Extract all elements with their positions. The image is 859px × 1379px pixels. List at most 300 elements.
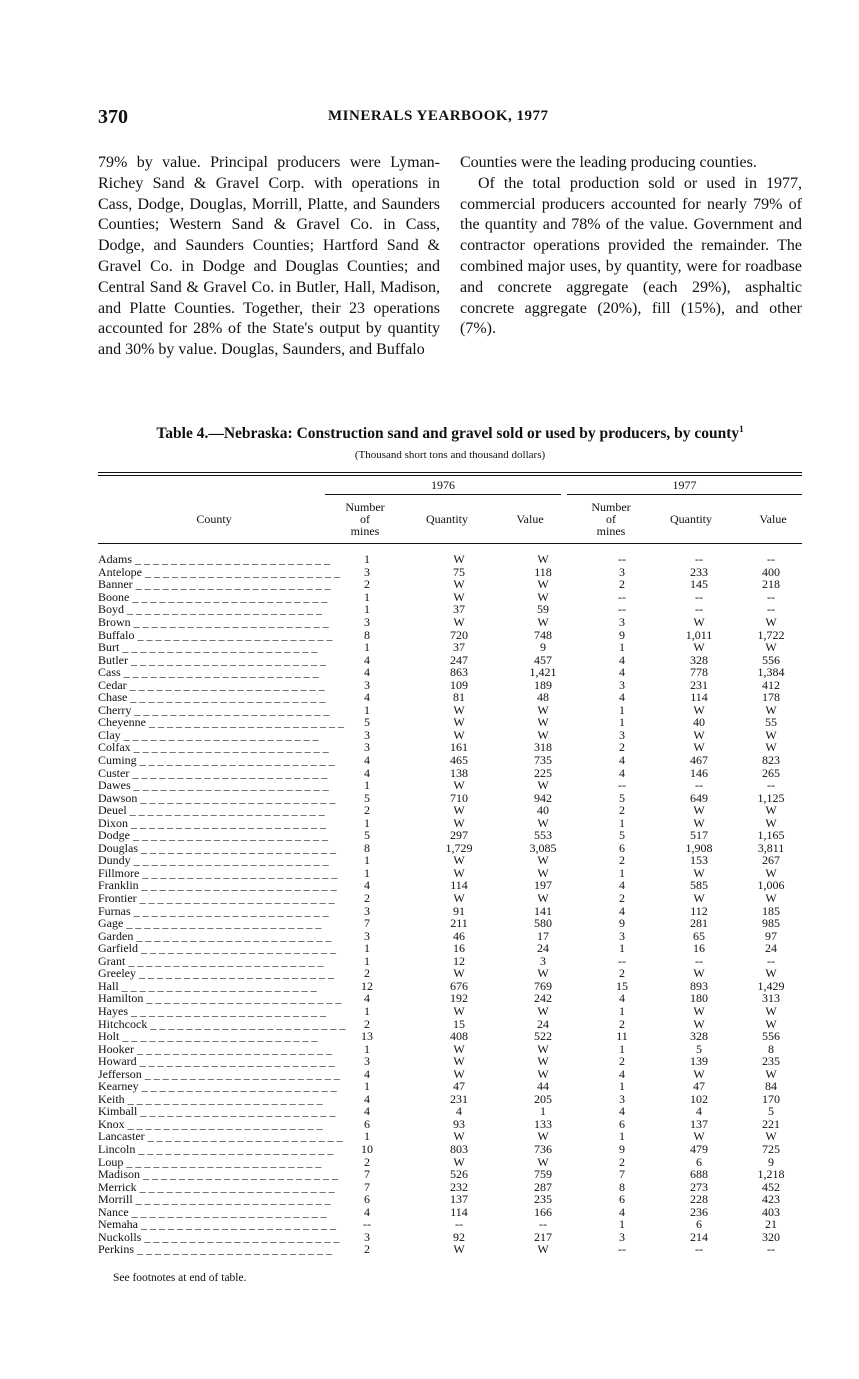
county-cell bbox=[98, 916, 322, 931]
dot-leaders: _ _ _ _ _ _ _ _ _ _ _ _ _ _ _ _ _ _ _ _ _ _ bbox=[140, 1167, 338, 1182]
county-name: Burt bbox=[98, 640, 120, 655]
value-1977-cell: 178 bbox=[762, 690, 780, 705]
mines-heading-line: Number bbox=[345, 500, 385, 514]
mines-1977-cell: 8 bbox=[619, 1179, 625, 1194]
value-1977-cell: 400 bbox=[762, 564, 780, 579]
value-1977-cell: W bbox=[765, 865, 777, 880]
county-cell bbox=[98, 627, 333, 642]
value-1977-cell: W bbox=[765, 966, 777, 981]
right-column bbox=[460, 153, 802, 340]
mines-1976-cell: 2 bbox=[364, 966, 370, 981]
dot-leaders: _ _ _ _ _ _ _ _ _ _ _ _ _ _ _ _ _ _ _ _ _ _ bbox=[125, 953, 324, 968]
county-cell bbox=[98, 641, 316, 654]
page-header bbox=[98, 106, 802, 132]
value-1977-cell: W bbox=[765, 615, 777, 629]
table-row bbox=[98, 842, 802, 855]
county-cell bbox=[98, 928, 332, 943]
county-cell bbox=[98, 828, 328, 843]
county-name: Boyd bbox=[98, 602, 125, 617]
county-cell bbox=[98, 1217, 336, 1232]
quantity-1977-cell: 231 bbox=[690, 677, 708, 692]
mines-1977-cell: 1 bbox=[619, 1217, 625, 1232]
mines-1976-cell: 5 bbox=[364, 790, 370, 805]
dot-leaders: _ _ _ _ _ _ _ _ _ _ _ _ _ _ _ _ _ _ _ _ _ _ bbox=[136, 753, 335, 768]
quantity-1977-cell: 649 bbox=[690, 790, 708, 805]
county-name: Butler bbox=[98, 652, 128, 667]
quantity-1976-cell: 12 bbox=[453, 953, 465, 968]
dot-leaders: _ _ _ _ _ _ _ _ _ _ _ _ _ _ _ _ _ _ _ _ _ _ bbox=[129, 765, 328, 780]
mines-1977-cell: 7 bbox=[619, 1167, 625, 1182]
value-1976-cell: 1 bbox=[540, 1104, 546, 1119]
value-1977-cell: -- bbox=[767, 1242, 775, 1257]
value-1977-cell: 170 bbox=[762, 1091, 780, 1106]
quantity-1976-cell: 231 bbox=[450, 1091, 468, 1106]
mines-1977-cell: 1 bbox=[619, 1041, 625, 1056]
county-cell bbox=[98, 589, 328, 604]
table-row bbox=[98, 678, 802, 691]
value-1977-cell: 556 bbox=[762, 652, 780, 667]
mines-1977-cell: 5 bbox=[619, 828, 625, 843]
county-name: Antelope bbox=[98, 564, 142, 579]
table-row bbox=[98, 1093, 802, 1106]
mines-heading-line: of bbox=[606, 512, 616, 526]
mines-1976-cell: 3 bbox=[364, 1054, 370, 1069]
right-paragraph-2: Of the total production sold or used in 1977, commercial producers accounted for nearly 79% of the quantity and 78% of the value. Government and contractor operations provided the remainder. The combined major uses, by quantity, were for roadbase and concrete aggregate (each 29%), asphaltic concrete aggregate (20%), fill (15%), and other (7%). bbox=[460, 174, 802, 338]
mines-1976-cell: 4 bbox=[364, 1104, 370, 1119]
quantity-1976-cell: 114 bbox=[450, 1204, 468, 1219]
dot-leaders: _ _ _ _ _ _ _ _ _ _ _ _ _ _ _ _ _ _ _ _ _ _ bbox=[138, 1079, 337, 1094]
quantity-1977-cell: 65 bbox=[693, 928, 705, 943]
quantity-1976-cell: W bbox=[453, 1054, 465, 1069]
quantity-1976-cell: W bbox=[453, 715, 465, 730]
mines-1977-cell: 3 bbox=[619, 677, 625, 692]
quantity-1976-cell: W bbox=[453, 966, 465, 981]
dot-leaders: _ _ _ _ _ _ _ _ _ _ _ _ _ _ _ _ _ _ _ _ _ _ bbox=[130, 740, 329, 755]
mines-1977-cell: 9 bbox=[619, 916, 625, 931]
county-name: Morrill bbox=[98, 1192, 133, 1207]
year-1977-rule bbox=[567, 494, 802, 495]
header-bottom-rule bbox=[98, 543, 802, 544]
dot-leaders: _ _ _ _ _ _ _ _ _ _ _ _ _ _ _ _ _ _ _ _ _ _ bbox=[134, 627, 333, 642]
mines-1976-cell: 1 bbox=[364, 1079, 370, 1094]
mines-1977-cell: 15 bbox=[616, 978, 628, 993]
dot-leaders: _ _ _ _ _ _ _ _ _ _ _ _ _ _ _ _ _ _ _ _ _ _ bbox=[136, 1054, 335, 1069]
mines-1977-cell: 3 bbox=[619, 727, 625, 742]
county-cell bbox=[98, 815, 326, 830]
county-name: Gage bbox=[98, 916, 124, 931]
value-1976-cell: 769 bbox=[534, 978, 552, 993]
mines-1976-cell: 7 bbox=[364, 1179, 370, 1194]
value-1977-cell: 21 bbox=[765, 1217, 777, 1232]
mines-1976-cell: 4 bbox=[364, 1066, 370, 1081]
value-1977-cell: 267 bbox=[762, 853, 780, 868]
county-cell bbox=[98, 1229, 340, 1244]
county-name: Dawson bbox=[98, 790, 138, 805]
county-name: Hall bbox=[98, 978, 119, 993]
quantity-1976-cell: W bbox=[453, 803, 465, 818]
quantity-1977-cell: 6 bbox=[696, 1217, 702, 1232]
mines-1976-cell: 4 bbox=[364, 753, 370, 768]
mines-1977-cell: 4 bbox=[619, 690, 625, 705]
dot-leaders: _ _ _ _ _ _ _ _ _ _ _ _ _ _ _ _ _ _ _ _ _ _ bbox=[137, 1217, 336, 1232]
mines-1977-cell: 1 bbox=[619, 815, 625, 830]
dot-leaders: _ _ _ _ _ _ _ _ _ _ _ _ _ _ _ _ _ _ _ _ _ _ bbox=[118, 978, 317, 993]
table-row bbox=[98, 591, 802, 604]
county-name: Franklin bbox=[98, 878, 139, 893]
mines-1977-cell: 2 bbox=[619, 1054, 625, 1069]
table-row bbox=[98, 829, 802, 842]
county-name: Madison bbox=[98, 1167, 140, 1182]
value-1976-cell: W bbox=[537, 727, 549, 742]
table-row bbox=[98, 1105, 802, 1118]
dot-leaders: _ _ _ _ _ _ _ _ _ _ _ _ _ _ _ _ _ _ _ _ _ _ bbox=[144, 1129, 343, 1144]
table-row bbox=[98, 653, 802, 666]
quantity-1976-cell: 1,729 bbox=[445, 840, 473, 855]
mines-1977-cell: 1 bbox=[619, 702, 625, 717]
dot-leaders: _ _ _ _ _ _ _ _ _ _ _ _ _ _ _ _ _ _ _ _ _ _ bbox=[135, 966, 334, 981]
value-1977-cell: W bbox=[765, 640, 777, 655]
county-cell bbox=[98, 1079, 337, 1094]
county-cell bbox=[98, 878, 337, 893]
county-name: Fillmore bbox=[98, 865, 140, 880]
table-caption-text: Table 4.—Nebraska: Construction sand and gravel sold or used by producers, by county bbox=[156, 425, 740, 443]
value-1976-cell: 553 bbox=[534, 828, 552, 843]
county-name: Howard bbox=[98, 1054, 137, 1069]
value-1977-cell: 1,125 bbox=[757, 790, 785, 805]
quantity-1977-cell: W bbox=[693, 1003, 705, 1018]
quantity-1976-cell: -- bbox=[455, 1217, 463, 1232]
value-1976-cell: 118 bbox=[534, 564, 552, 579]
mines-1977-cell: 1 bbox=[619, 640, 625, 655]
quantity-1976-cell: W bbox=[453, 577, 465, 592]
dot-leaders: _ _ _ _ _ _ _ _ _ _ _ _ _ _ _ _ _ _ _ _ _ _ bbox=[135, 1141, 334, 1156]
quantity-1977-cell: 6 bbox=[696, 1154, 702, 1169]
county-cell bbox=[98, 1192, 331, 1207]
left-paragraph: 79% by value. Principal producers were Lyman-Richey Sand & Gravel Corp. with operations in Cass, Dodge, Douglas, Morrill, Platte, and Saunders Counties; Western Sand & Gravel Co. in Cass, Dodge, and Saunders Counties; Hartford Sand & Gravel Co. in Dodge and Douglas Counties; and Central Sand & Gravel Co. in Butler, Hall, Madison, and Platte Counties. Together, their 23 operations accounted for 28% of the State's output by quantity and 30% by value. Douglas, Saunders, and Buffalo bbox=[98, 154, 440, 359]
table-row bbox=[98, 1193, 802, 1206]
quantity-1976-cell: 710 bbox=[450, 790, 468, 805]
quantity-1977-cell: 145 bbox=[690, 577, 708, 592]
quantity-1976-cell: W bbox=[453, 865, 465, 880]
value-1976-cell: 242 bbox=[534, 991, 552, 1006]
value-1976-cell: 457 bbox=[534, 652, 552, 667]
quantity-1976-cell: W bbox=[453, 589, 465, 604]
dot-leaders: _ _ _ _ _ _ _ _ _ _ _ _ _ _ _ _ _ _ _ _ _ _ bbox=[142, 564, 340, 579]
mines-1977-cell: 6 bbox=[619, 840, 625, 855]
value-1976-cell: W bbox=[537, 589, 549, 604]
mines-1976-cell: 2 bbox=[364, 803, 370, 818]
mines-1977-cell: 4 bbox=[619, 665, 625, 680]
value-1977-cell: 218 bbox=[762, 577, 780, 592]
mines-1976-cell: 2 bbox=[364, 1154, 370, 1169]
dot-leaders: _ _ _ _ _ _ _ _ _ _ _ _ _ _ _ _ _ _ _ _ _ _ bbox=[141, 1229, 340, 1244]
year-1977-heading: 1977 bbox=[672, 478, 697, 492]
mines-1977-cell: 3 bbox=[619, 1091, 625, 1106]
county-name: Kearney bbox=[98, 1079, 139, 1094]
value-1977-cell: -- bbox=[767, 778, 775, 793]
quantity-1977-cell: 236 bbox=[690, 1204, 708, 1219]
quantity-1976-cell: 192 bbox=[450, 991, 468, 1006]
quantity-1977-cell: -- bbox=[695, 589, 703, 604]
dot-leaders: _ _ _ _ _ _ _ _ _ _ _ _ _ _ _ _ _ _ _ _ _ _ bbox=[138, 878, 337, 893]
value-1977-cell: 221 bbox=[762, 1116, 780, 1131]
table-row bbox=[98, 892, 802, 905]
table-row bbox=[98, 1168, 802, 1181]
county-cell bbox=[98, 1116, 323, 1131]
county-name: Cheyenne bbox=[98, 715, 146, 730]
value-1977-cell: 1,165 bbox=[757, 828, 785, 843]
mines-1977-cell: 1 bbox=[619, 865, 625, 880]
mines-1977-cell: 1 bbox=[619, 941, 625, 956]
quantity-1977-cell: 467 bbox=[690, 753, 708, 768]
mines-1977-cell: -- bbox=[618, 589, 626, 604]
mines-1977-cell: 3 bbox=[619, 564, 625, 579]
mines-1977-cell: 1 bbox=[619, 1079, 625, 1094]
table-row bbox=[98, 691, 802, 704]
table-row bbox=[98, 942, 802, 955]
quantity-1976-cell: 91 bbox=[453, 903, 465, 918]
value-1977-cell: 823 bbox=[762, 753, 780, 768]
value-1976-cell: W bbox=[537, 615, 549, 629]
quantity-1977-cell: 40 bbox=[693, 715, 705, 730]
table-row bbox=[98, 1005, 802, 1018]
quantity-1976-cell: 408 bbox=[450, 1029, 468, 1044]
dot-leaders: _ _ _ _ _ _ _ _ _ _ _ _ _ _ _ _ _ _ _ _ _ _ bbox=[128, 815, 326, 830]
county-name: Merrick bbox=[98, 1179, 137, 1194]
value-1977-cell: 8 bbox=[768, 1041, 774, 1056]
quantity-1976-cell: 47 bbox=[453, 1079, 465, 1094]
value-1976-cell: W bbox=[537, 1066, 549, 1081]
county-cell bbox=[98, 1154, 322, 1169]
value-1977-cell: 320 bbox=[762, 1229, 780, 1244]
mines-1976-cell: 6 bbox=[364, 1192, 370, 1207]
value-1977-cell: W bbox=[765, 1003, 777, 1018]
value-1977-cell: 1,006 bbox=[757, 878, 785, 893]
county-name: Keith bbox=[98, 1091, 125, 1106]
value-1977-cell: 185 bbox=[762, 903, 780, 918]
value-1977-cell: -- bbox=[767, 552, 775, 567]
dot-leaders: _ _ _ _ _ _ _ _ _ _ _ _ _ _ _ _ _ _ _ _ _ _ bbox=[131, 702, 330, 717]
quantity-1977-cell: 778 bbox=[690, 665, 708, 680]
quantity-1977-cell: 137 bbox=[690, 1116, 708, 1131]
county-cell bbox=[98, 602, 323, 617]
value-1976-cell: 40 bbox=[537, 803, 549, 818]
value-1976-cell: 235 bbox=[534, 1192, 552, 1207]
table-row bbox=[98, 616, 802, 629]
mines-1976-cell: 8 bbox=[364, 627, 370, 642]
county-cell bbox=[98, 753, 335, 768]
dot-leaders: _ _ _ _ _ _ _ _ _ _ _ _ _ _ _ _ _ _ _ _ _ _ bbox=[128, 1204, 327, 1219]
value-1977-cell: 24 bbox=[765, 941, 777, 956]
value-1976-cell: 942 bbox=[534, 790, 552, 805]
mines-heading-line: mines bbox=[350, 524, 380, 538]
county-cell bbox=[98, 715, 344, 730]
county-name: Nuckolls bbox=[98, 1229, 142, 1244]
county-cell bbox=[98, 790, 336, 805]
dot-leaders: _ _ _ _ _ _ _ _ _ _ _ _ _ _ _ _ _ _ _ _ _ _ bbox=[119, 1029, 318, 1044]
dot-leaders: _ _ _ _ _ _ _ _ _ _ _ _ _ _ _ _ _ _ _ _ _ _ bbox=[145, 715, 344, 730]
quantity-1976-cell: W bbox=[453, 815, 465, 830]
county-name: Buffalo bbox=[98, 627, 135, 642]
value-1976-cell: 3,085 bbox=[529, 840, 557, 855]
mines-1976-cell: 1 bbox=[364, 865, 370, 880]
county-cell bbox=[98, 891, 335, 906]
county-name: Hitchcock bbox=[98, 1016, 148, 1031]
table-row bbox=[98, 854, 802, 867]
quantity-1976-cell: 4 bbox=[456, 1104, 462, 1119]
quantity-1976-cell: 526 bbox=[450, 1167, 468, 1182]
dot-leaders: _ _ _ _ _ _ _ _ _ _ _ _ _ _ _ _ _ _ _ _ _ _ bbox=[137, 790, 336, 805]
table-row bbox=[98, 1080, 802, 1093]
mines-1976-cell: 1 bbox=[364, 853, 370, 868]
quantity-1976-cell: 465 bbox=[450, 753, 468, 768]
dot-leaders: _ _ _ _ _ _ _ _ _ _ _ _ _ _ _ _ _ _ _ _ _ _ bbox=[143, 991, 342, 1006]
value-1976-cell: 217 bbox=[534, 1229, 552, 1244]
mines-1977-cell: 2 bbox=[619, 803, 625, 818]
dot-leaders: _ _ _ _ _ _ _ _ _ _ _ _ _ _ _ _ _ _ _ _ _ _ bbox=[130, 778, 329, 793]
value-1976-cell: 9 bbox=[540, 640, 546, 655]
mines-1977-cell: 2 bbox=[619, 577, 625, 592]
table-row bbox=[98, 791, 802, 804]
mines-1976-cell: 12 bbox=[361, 978, 373, 993]
mines-1977-cell: 2 bbox=[619, 966, 625, 981]
quantity-1977-cell: 233 bbox=[690, 564, 708, 579]
county-cell bbox=[98, 652, 326, 667]
county-name: Dixon bbox=[98, 815, 128, 830]
value-1976-cell: W bbox=[537, 702, 549, 717]
mines-1977-cell: 4 bbox=[619, 991, 625, 1006]
mines-1976-cell: 1 bbox=[364, 1129, 370, 1144]
value-1976-cell: 141 bbox=[534, 903, 552, 918]
county-cell bbox=[98, 1003, 326, 1018]
county-name: Garfield bbox=[98, 941, 138, 956]
mines-1976-cell: 3 bbox=[364, 1229, 370, 1244]
quantity-1976-cell: W bbox=[453, 778, 465, 793]
caption-footnote-mark: 1 bbox=[739, 424, 744, 434]
mines-1977-cell: 3 bbox=[619, 928, 625, 943]
table-row bbox=[98, 641, 802, 654]
left-column bbox=[98, 153, 440, 361]
dot-leaders: _ _ _ _ _ _ _ _ _ _ _ _ _ _ _ _ _ _ _ _ _ _ bbox=[130, 828, 328, 843]
county-cell bbox=[98, 840, 336, 855]
county-name: Lancaster bbox=[98, 1129, 145, 1144]
value-1977-cell: 1,722 bbox=[757, 627, 785, 642]
county-cell bbox=[98, 1054, 335, 1069]
value-1976-cell: 166 bbox=[534, 1204, 552, 1219]
table-row bbox=[98, 1055, 802, 1068]
dot-leaders: _ _ _ _ _ _ _ _ _ _ _ _ _ _ _ _ _ _ _ _ _ _ bbox=[134, 1242, 332, 1257]
county-name: Cherry bbox=[98, 702, 132, 717]
quantity-1977-cell: 479 bbox=[690, 1141, 708, 1156]
mines-1977-cell: 4 bbox=[619, 1104, 625, 1119]
county-cell bbox=[98, 980, 316, 993]
table-row bbox=[98, 1155, 802, 1168]
county-cell bbox=[98, 865, 338, 880]
table-row bbox=[98, 766, 802, 779]
county-name: Deuel bbox=[98, 803, 127, 818]
mines-1976-cell: 3 bbox=[364, 727, 370, 742]
quantity-1976-cell: 15 bbox=[453, 1016, 465, 1031]
dot-leaders: _ _ _ _ _ _ _ _ _ _ _ _ _ _ _ _ _ _ _ _ _ _ bbox=[123, 916, 322, 931]
quantity-1976-cell: W bbox=[453, 1242, 465, 1257]
mines-1977-cell: 1 bbox=[619, 1129, 625, 1144]
mines-1976-cell: 1 bbox=[364, 552, 370, 567]
value-heading-1977: Value bbox=[759, 512, 787, 526]
value-1976-cell: 318 bbox=[534, 740, 552, 755]
mines-1977-cell: 9 bbox=[619, 627, 625, 642]
mines-1977-cell: 4 bbox=[619, 652, 625, 667]
mines-1977-cell: 9 bbox=[619, 1141, 625, 1156]
value-1976-cell: 748 bbox=[534, 627, 552, 642]
mines-1976-cell: 3 bbox=[364, 903, 370, 918]
value-1977-cell: 1,384 bbox=[757, 665, 785, 680]
quantity-1977-cell: 688 bbox=[690, 1167, 708, 1182]
mines-1976-cell: 3 bbox=[364, 615, 370, 629]
mines-1976-cell: 4 bbox=[364, 1204, 370, 1219]
table-row bbox=[98, 628, 802, 641]
county-name: Banner bbox=[98, 577, 133, 592]
dot-leaders: _ _ _ _ _ _ _ _ _ _ _ _ _ _ _ _ _ _ _ _ _ _ bbox=[133, 928, 332, 943]
county-name: Furnas bbox=[98, 903, 131, 918]
table-row bbox=[98, 992, 802, 1005]
quantity-1977-cell: 139 bbox=[690, 1054, 708, 1069]
value-1977-cell: 412 bbox=[762, 677, 780, 692]
table-row bbox=[98, 1067, 802, 1080]
mines-1976-cell: 2 bbox=[364, 891, 370, 906]
quantity-1976-cell: 75 bbox=[453, 564, 465, 579]
value-1976-cell: 17 bbox=[537, 928, 549, 943]
dot-leaders: _ _ _ _ _ _ _ _ _ _ _ _ _ _ _ _ _ _ _ _ _ _ bbox=[124, 1116, 323, 1131]
county-name: Douglas bbox=[98, 840, 138, 855]
county-name: Nemaha bbox=[98, 1217, 138, 1232]
quantity-1976-cell: 109 bbox=[450, 677, 468, 692]
dot-leaders: _ _ _ _ _ _ _ _ _ _ _ _ _ _ _ _ _ _ _ _ _ _ bbox=[141, 1066, 340, 1081]
mines-1976-cell: 3 bbox=[364, 677, 370, 692]
table-row bbox=[98, 1042, 802, 1055]
value-1976-cell: 580 bbox=[534, 916, 552, 931]
quantity-1977-cell: W bbox=[693, 615, 705, 629]
county-cell bbox=[98, 765, 328, 780]
value-1976-cell: 48 bbox=[537, 690, 549, 705]
dot-leaders: _ _ _ _ _ _ _ _ _ _ _ _ _ _ _ _ _ _ _ _ _ _ bbox=[128, 652, 326, 667]
mines-1977-cell: 2 bbox=[619, 1154, 625, 1169]
quantity-1977-cell: W bbox=[693, 815, 705, 830]
mines-1976-cell: 1 bbox=[364, 953, 370, 968]
mines-1977-cell: 6 bbox=[619, 1192, 625, 1207]
table-row bbox=[98, 754, 802, 767]
dot-leaders: _ _ _ _ _ _ _ _ _ _ _ _ _ _ _ _ _ _ _ _ _ _ bbox=[137, 1104, 336, 1119]
table-row bbox=[98, 1017, 802, 1030]
value-1977-cell: W bbox=[765, 891, 777, 906]
dot-leaders: _ _ _ _ _ _ _ _ _ _ _ _ _ _ _ _ _ _ _ _ _ _ bbox=[136, 1179, 335, 1194]
value-1976-cell: W bbox=[537, 853, 549, 868]
county-cell bbox=[98, 1141, 334, 1156]
county-cell bbox=[98, 740, 329, 755]
mines-1977-cell: 3 bbox=[619, 615, 625, 629]
mines-1976-cell: 1 bbox=[364, 589, 370, 604]
year-1976-rule bbox=[325, 494, 561, 495]
quantity-1976-cell: 92 bbox=[453, 1229, 465, 1244]
value-1977-cell: 313 bbox=[762, 991, 780, 1006]
value-1976-cell: 3 bbox=[540, 953, 546, 968]
value-1976-cell: W bbox=[537, 1242, 549, 1257]
quantity-1977-cell: 585 bbox=[690, 878, 708, 893]
table-row bbox=[98, 867, 802, 880]
value-heading-1976: Value bbox=[516, 512, 544, 526]
table-row bbox=[98, 879, 802, 892]
county-cell bbox=[98, 1104, 336, 1119]
mines-heading-1976 bbox=[330, 501, 400, 537]
